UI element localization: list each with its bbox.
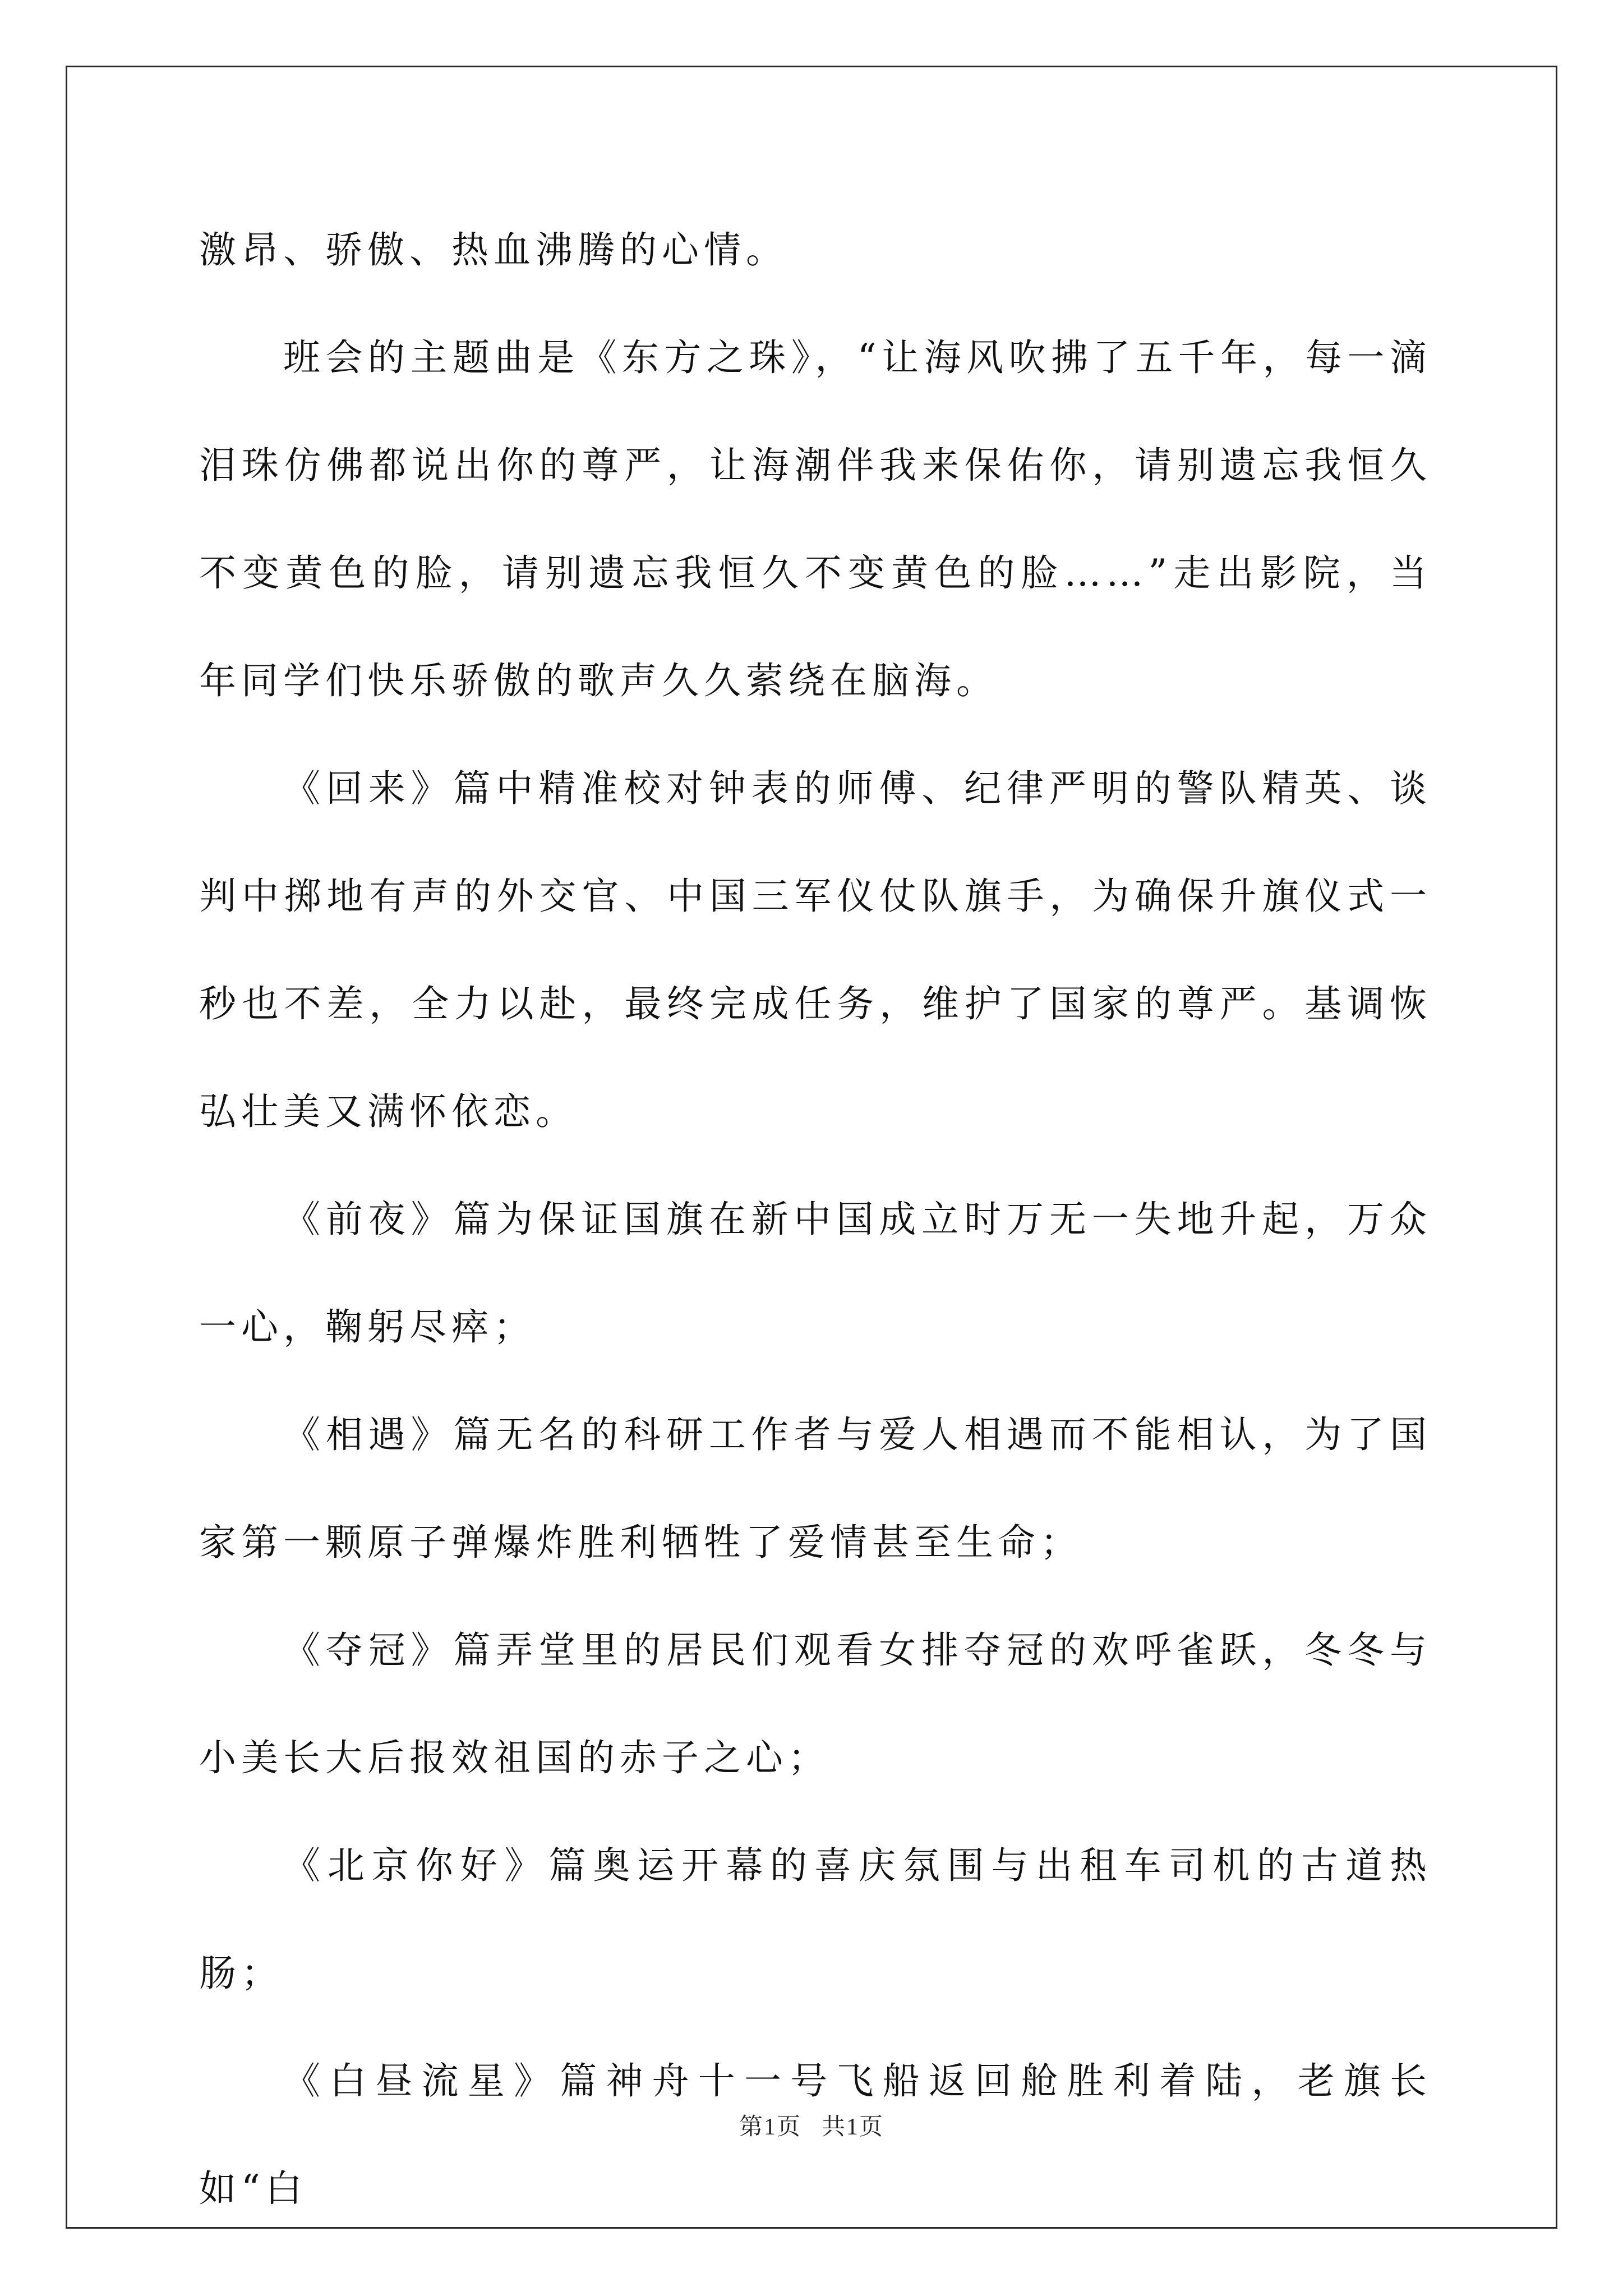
paragraph: 班会的主题曲是《东方之珠》，“让海风吹拂了五千年，每一滴泪珠仿佛都说出你的尊严，让海潮伴我来保佑你，请别遗忘我恒久不变黄色的脸，请别遗忘我恒久不变黄色的脸……”走出影院，当年同学们快乐骄傲的歌声久久萦绕在脑海。 (199, 336, 1432, 702)
paragraph: 《夺冠》篇弄堂里的居民们观看女排夺冠的欢呼雀跃，冬冬与小美长大后报效祖国的赤子之心； (199, 1628, 1432, 1779)
paragraph: 《前夜》篇为保证国旗在新中国成立时万无一失地升起，万众一心，鞠躬尽瘁； (199, 1198, 1432, 1349)
paragraph: 《北京你好》篇奥运开幕的喜庆氛围与出租车司机的古道热肠； (199, 1844, 1432, 1995)
paragraph: 《相遇》篇无名的科研工作者与爱人相遇而不能相认，为了国家第一颗原子弹爆炸胜利牺牲了爱情甚至生命； (199, 1413, 1432, 1564)
paragraph: 《回来》篇中精准校对钟表的师傅、纪律严明的警队精英、谈判中掷地有声的外交官、中国三军仪仗队旗手，为确保升旗仪式一秒也不差，全力以赴，最终完成任务，维护了国家的尊严。基调恢弘壮美又满怀依恋。 (199, 767, 1432, 1133)
page-footer (0, 2108, 1623, 2142)
document-body (199, 196, 1432, 2243)
page-number: 第1页 (739, 2114, 801, 2140)
paragraph: 《白昼流星》篇神舟十一号飞船返回舱胜利着陆，老旗长如“白 (199, 2059, 1432, 2210)
paragraph: 激昂、骄傲、热血沸腾的心情。 (199, 228, 788, 272)
page-total: 共1页 (822, 2114, 884, 2140)
